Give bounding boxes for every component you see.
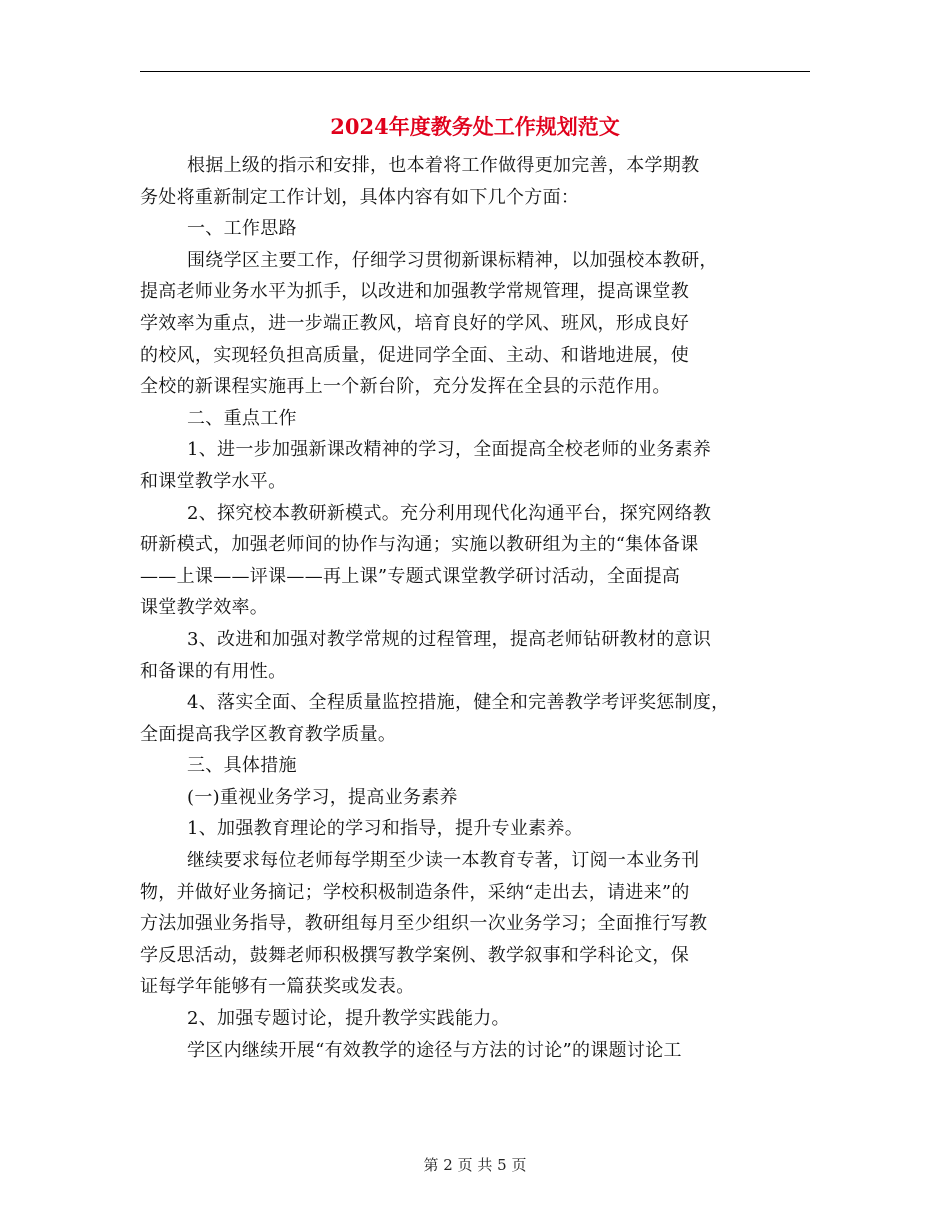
text-line: 和备课的有用性。 <box>140 660 287 682</box>
text-line: 一、工作思路 <box>187 218 297 240</box>
page-number: 第 2 页 共 5 页 <box>423 1156 527 1174</box>
text-line: 务处将重新制定工作计划，具体内容有如下几个方面： <box>140 186 580 208</box>
text-line: 二、重点工作 <box>187 407 297 429</box>
text-line: 三、具体措施 <box>187 755 297 777</box>
text-line: 物，并做好业务摘记；学校积极制造条件，采纳“走出去，请进来”的 <box>140 881 690 903</box>
text-line: 3、改进和加强对教学常规的过程管理，提高老师钻研教材的意识 <box>187 628 712 650</box>
text-line: 研新模式，加强老师间的协作与沟通；实施以教研组为主的“集体备课 <box>140 534 699 556</box>
document-body <box>140 150 810 1066</box>
text-line: ——上课——评课——再上课”专题式课堂教学研讨活动，全面提高 <box>140 565 681 587</box>
text-line: 2、加强专题讨论，提升教学实践能力。 <box>187 1008 510 1030</box>
text-line: 学区内继续开展“有效教学的途径与方法的讨论”的课题讨论工 <box>187 1039 682 1061</box>
text-line: 4、落实全面、全程质量监控措施，健全和完善教学考评奖惩制度， <box>187 692 730 714</box>
text-line: 的校风，实现轻负担高质量，促进同学全面、主动、和谐地进展，使 <box>140 344 689 366</box>
text-line: 2、探究校本教研新模式。充分利用现代化沟通平台，探究网络教 <box>187 502 712 524</box>
text-line: 方法加强业务指导，教研组每月至少组织一次业务学习；全面推行写教 <box>140 913 708 935</box>
text-line: 根据上级的指示和安排，也本着将工作做得更加完善，本学期教 <box>187 155 700 176</box>
text-line: 提高老师业务水平为抓手，以改进和加强教学常规管理，提高课堂教 <box>140 281 689 303</box>
text-line: 1、进一步加强新课改精神的学习，全面提高全校老师的业务素养 <box>187 439 712 461</box>
text-line: 学效率为重点，进一步端正教风，培育良好的学风、班风，形成良好 <box>140 312 689 334</box>
text-line: 1、加强教育理论的学习和指导，提升专业素养。 <box>187 818 584 840</box>
text-line: 和课堂教学水平。 <box>140 470 287 492</box>
text-line: 全校的新课程实施再上一个新台阶，充分发挥在全县的示范作用。 <box>140 376 671 398</box>
text-line: 证每学年能够有一篇获奖或发表。 <box>140 976 415 998</box>
text-line: 学反思活动，鼓舞老师积极撰写教学案例、教学叙事和学科论文，保 <box>140 944 689 966</box>
text-line: 继续要求每位老师每学期至少读一本教育专著，订阅一本业务刊 <box>187 850 700 872</box>
text-line: 课堂教学效率。 <box>140 597 269 619</box>
header-rule <box>140 71 810 72</box>
text-line: 围绕学区主要工作，仔细学习贯彻新课标精神，以加强校本教研， <box>187 249 718 271</box>
text-line: (一)重视业务学习，提高业务素养 <box>187 786 458 808</box>
text-line: 全面提高我学区教育教学质量。 <box>140 723 397 745</box>
document-title: 2024年度教务处工作规划范文 <box>330 114 620 139</box>
